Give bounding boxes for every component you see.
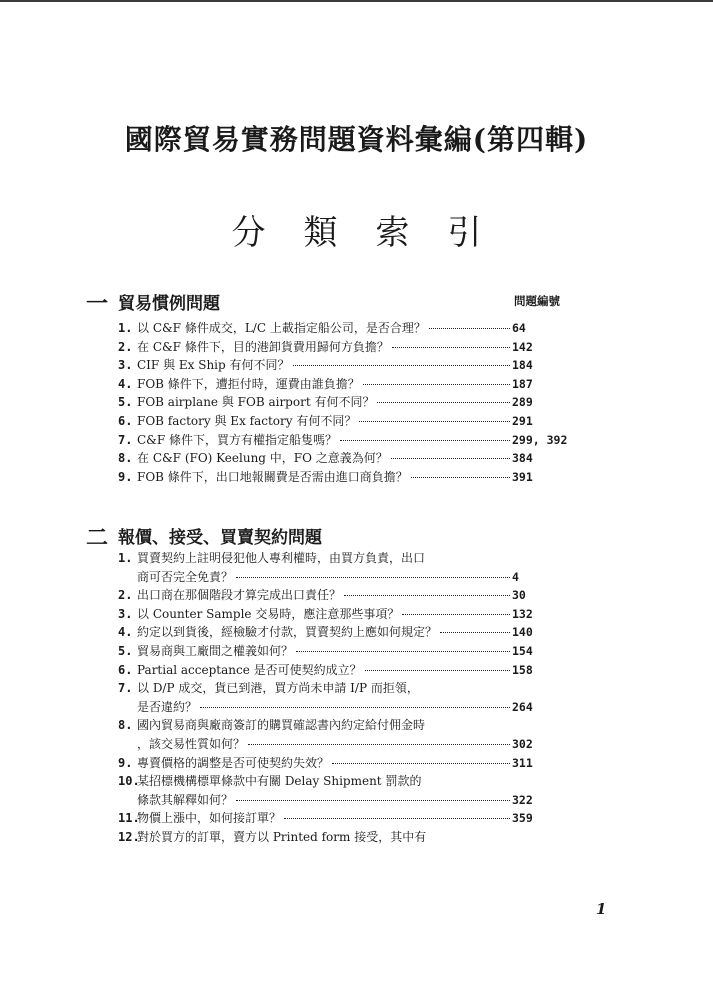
- dot-leader: [363, 384, 510, 385]
- index-entry: [0, 642, 713, 661]
- entry-number: 7.: [118, 432, 133, 447]
- entry-text: ，該交易性質如何？: [137, 736, 246, 751]
- dot-leader: [391, 458, 510, 459]
- item-list: [0, 549, 713, 847]
- dot-leader: [332, 763, 510, 764]
- entry-text: FOB 條件下，遭拒付時，運費由誰負擔？: [137, 376, 360, 391]
- index-entry: [0, 623, 713, 642]
- question-number-ref: 140: [512, 625, 533, 640]
- index-entry: [0, 772, 713, 791]
- entry-number: 4.: [118, 376, 133, 391]
- entry-number: 5.: [118, 643, 133, 658]
- index-entry: [0, 468, 713, 487]
- entry-text: FOB 條件下，出口地報關費是否需由進口商負擔？: [137, 469, 408, 484]
- dot-leader: [248, 744, 510, 745]
- index-entry: [0, 393, 713, 412]
- entry-text: 某招標機構標單條款中有關 Delay Shipment 罰款的: [137, 774, 422, 789]
- index-entry: [0, 431, 713, 450]
- question-number-ref: 384: [512, 451, 533, 466]
- dot-leader: [340, 440, 510, 441]
- index-entry: [0, 679, 713, 698]
- entry-number: 10.: [118, 774, 140, 789]
- dot-leader: [411, 477, 510, 478]
- index-entry-continuation: [0, 568, 713, 587]
- section-title: 報價、接受、買賣契約問題: [118, 528, 322, 548]
- entry-number: 6.: [118, 413, 133, 428]
- entry-number: 12.: [118, 829, 140, 844]
- dot-leader: [236, 577, 510, 578]
- entry-text: CIF 與 Ex Ship 有何不同？: [137, 358, 290, 373]
- index-entry: [0, 605, 713, 624]
- dot-leader: [365, 670, 510, 671]
- index-entry: [0, 716, 713, 735]
- entry-number: 8.: [118, 451, 133, 466]
- entry-number: 5.: [118, 395, 133, 410]
- entry-text: 約定以到貨後，經檢驗才付款，買賣契約上應如何規定？: [137, 625, 438, 640]
- entry-text: 專賣價格的調整是否可使契約失效？: [137, 755, 330, 770]
- dot-leader: [296, 651, 510, 652]
- index-heading: 分類索引: [231, 213, 520, 253]
- question-number-ref: 291: [512, 413, 533, 428]
- question-number-ref: 64: [512, 321, 526, 335]
- dot-leader: [440, 632, 510, 633]
- index-entry-continuation: [0, 698, 713, 717]
- index-entry-continuation: [0, 791, 713, 810]
- entry-text: 貿易商與工廠間之權義如何？: [137, 643, 294, 658]
- entry-text: 對於買方的訂單，賣方以 Printed form 接受，其中有: [137, 829, 427, 844]
- question-number-ref: 289: [512, 395, 533, 410]
- dot-leader: [236, 800, 510, 801]
- entry-number: 3.: [118, 358, 133, 373]
- index-entry: [0, 449, 713, 468]
- dot-leader: [293, 365, 510, 366]
- dot-leader: [429, 328, 510, 329]
- index-entry: [0, 661, 713, 680]
- top-border-rule: [0, 0, 713, 2]
- question-number-ref: 359: [512, 811, 533, 826]
- entry-text: 以 C&F 條件成交，L/C 上載指定船公司，是否合理？: [137, 321, 426, 335]
- question-number-ref: 30: [512, 588, 526, 603]
- entry-number: 9.: [118, 469, 133, 484]
- question-number-ref: 158: [512, 662, 533, 677]
- dot-leader: [359, 421, 510, 422]
- section-title: 貿易慣例問題: [118, 294, 220, 314]
- question-number-ref: 322: [512, 792, 533, 807]
- entry-number: 9.: [118, 755, 133, 770]
- index-entry: [0, 319, 713, 338]
- entry-text: 以 Counter Sample 交易時，應注意那些事項？: [137, 606, 400, 621]
- entry-text: 是否違約？: [137, 699, 198, 714]
- question-number-ref: 264: [512, 699, 533, 714]
- question-number-ref: 391: [512, 469, 533, 484]
- dot-leader: [392, 347, 510, 348]
- question-number-ref: 184: [512, 358, 533, 373]
- index-entry-continuation: [0, 735, 713, 754]
- question-number-ref: 142: [512, 339, 533, 354]
- section-trade-practice: [0, 287, 713, 486]
- dot-leader: [284, 818, 510, 819]
- question-number-ref: 187: [512, 376, 533, 391]
- question-number-ref: 4: [512, 569, 519, 584]
- question-number-ref: 302: [512, 736, 533, 751]
- dot-leader: [377, 402, 510, 403]
- index-entry: [0, 809, 713, 828]
- question-number-ref: 154: [512, 643, 533, 658]
- index-entry: [0, 586, 713, 605]
- dot-leader: [344, 595, 510, 596]
- item-list: [0, 319, 713, 486]
- index-entry: [0, 828, 713, 847]
- entry-text: FOB airplane 與 FOB airport 有何不同？: [137, 395, 375, 410]
- entry-text: 以 D/P 成交，貨已到港，買方尚未申請 I/P 而拒領，: [137, 681, 419, 696]
- dot-leader: [200, 707, 510, 708]
- entry-number: 2.: [118, 588, 133, 603]
- book-title: 國際貿易實務問題資料彙編(第四輯): [124, 123, 589, 156]
- entry-number: 6.: [118, 662, 133, 677]
- entry-text: FOB factory 與 Ex factory 有何不同？: [137, 413, 357, 428]
- question-number-ref: 132: [512, 606, 533, 621]
- question-number-ref: 311: [512, 755, 533, 770]
- entry-text: 在 C&F (FO) Keelung 中，FO 之意義為何？: [137, 451, 388, 466]
- entry-text: 條款其解釋如何？: [137, 792, 234, 807]
- entry-text: 買賣契約上註明侵犯他人專利權時，由買方負責，出口: [137, 551, 426, 565]
- section-header: [0, 287, 713, 317]
- section-header: [0, 521, 713, 551]
- entry-number: 1.: [118, 551, 133, 565]
- entry-number: 2.: [118, 339, 133, 354]
- entry-text: 商可否完全免責？: [137, 569, 234, 584]
- section-number: 二: [86, 526, 109, 551]
- index-entry: [0, 549, 713, 568]
- entry-text: 物價上漲中，如何接訂單？: [137, 811, 282, 826]
- index-entry: [0, 356, 713, 375]
- entry-number: 7.: [118, 681, 133, 696]
- index-entry: [0, 375, 713, 394]
- index-entry: [0, 412, 713, 431]
- entry-number: 8.: [118, 718, 133, 733]
- entry-number: 4.: [118, 625, 133, 640]
- entry-text: C&F 條件下，買方有權指定船隻嗎？: [137, 432, 338, 447]
- entry-text: 國內貿易商與廠商簽訂的購買確認書內約定給付佣金時: [137, 718, 426, 733]
- section-number: 一: [86, 292, 109, 317]
- entry-text: Partial acceptance 是否可使契約成立？: [137, 662, 362, 677]
- entry-text: 在 C&F 條件下，目的港卸貨費用歸何方負擔？: [137, 339, 389, 354]
- index-entry: [0, 338, 713, 357]
- question-number-ref: 299, 392: [512, 432, 568, 447]
- question-number-column-label: 問題編號: [514, 294, 560, 308]
- index-entry: [0, 754, 713, 773]
- entry-text: 出口商在那個階段才算完成出口責任？: [137, 588, 342, 603]
- page-number: 1: [596, 900, 607, 918]
- section-quotation-contract: [0, 521, 713, 847]
- entry-number: 11.: [118, 811, 140, 826]
- entry-number: 1.: [118, 321, 133, 335]
- dot-leader: [402, 614, 510, 615]
- entry-number: 3.: [118, 606, 133, 621]
